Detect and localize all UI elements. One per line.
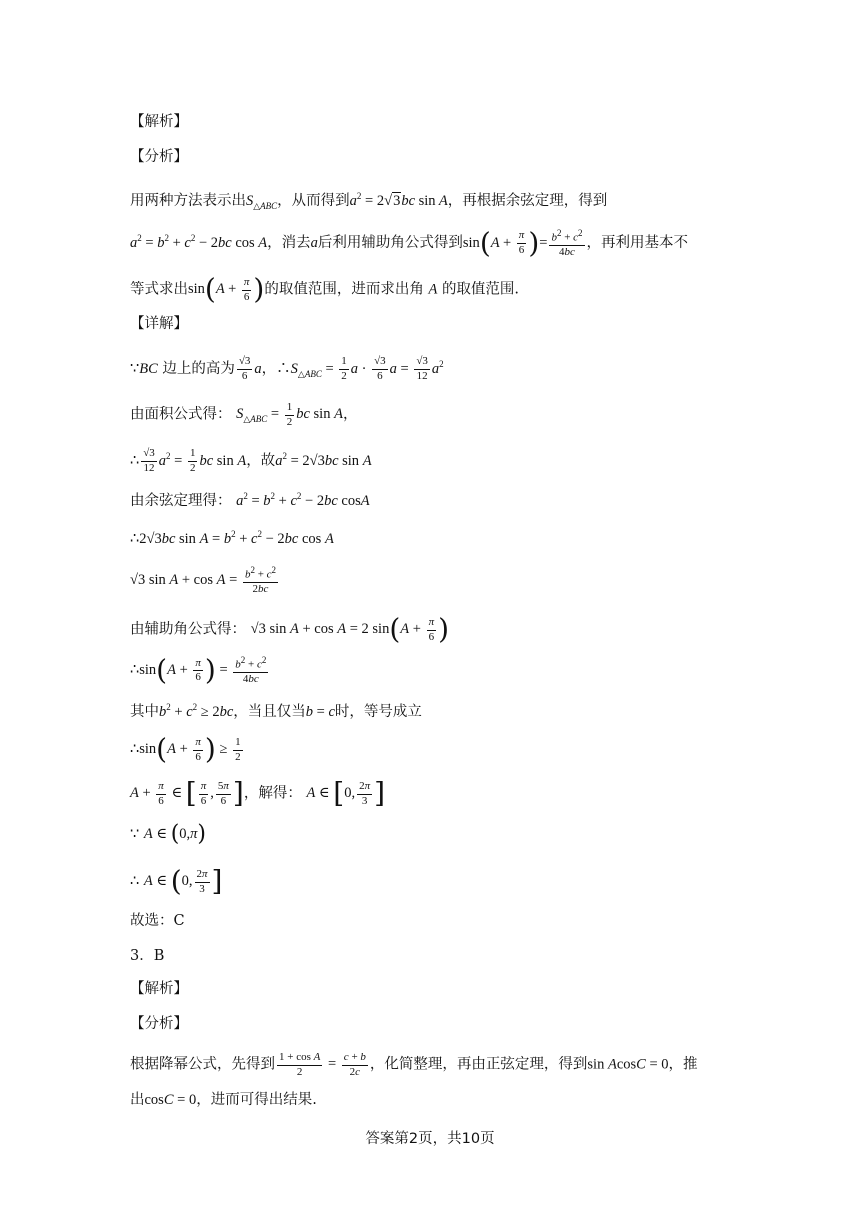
detail-line-8: ∴sin(A + $\frac{\pi}{6}$ ) = $\frac{b^2 + c^2}{4bc}$ [130,653,267,687]
math-cosine-law: $a^2 = b^2 + c^2 - 2bc$ cos A [130,233,268,251]
section-header-xiangjie: 【详解】 [130,316,188,332]
detail-line-12: ∵ A ∈ (0,π) [130,822,207,847]
section-header-jiexi: 【解析】 [130,114,188,130]
question-3-answer: 3．B [130,948,165,964]
analysis-line-3: 等式求出sin(A + $\frac{\pi}{6}$ )的取值范围，进而求出角 A 的取值范围. [130,273,520,306]
section-header-fenxi-2: 【分析】 [130,1016,188,1032]
analysis-line-2: $a^2 = b^2 + c^2 - 2bc$ cos A，消去a后利用辅助角公式得到sin(A + $\frac{\pi}{6}$ )= $\frac{b^2 + c^2}{4bc}$ ，再利用基本不 [130,226,689,260]
detail-line-4: 由余弦定理得： $a^2 = b^2 + c^2 - 2bc$ cosA [130,491,370,509]
detail-line-1: ∵BC 边上的高为 $\frac{√3}{6}$ a，$\therefore S_{\triangle ABC}$ = $\frac{1}{2}$ a · $\frac{√3}{6}$ a = $\frac{√3}{12}$ $a^2$ [130,355,444,382]
detail-line-10: ∴sin(A + $\frac{\pi}{6}$ ) ≥ $\frac{1}{2}$ [130,733,241,766]
page-footer: 答案第2页，共10页 [365,1131,495,1147]
detail-line-7: 由辅助角公式得： √3 sin A + cos A = 2 sin(A + $\frac{\pi}{6}$ ) [130,613,450,646]
detail-line-2: 由面积公式得： $S_{\triangle ABC}$ = $\frac{1}{2}$ bc sin A， [130,401,358,428]
detail-line-9: 其中$b^2 + c^2 \ge 2bc$，当且仅当b = c时，等号成立 [130,702,422,720]
math-sin-expression: sin(A + $\frac{\pi}{6}$ )= $\frac{b^2 + c^2}{4bc}$ [462,226,583,260]
section-header-fenxi: 【分析】 [130,149,188,165]
detail-line-5: ∴2√3bc $\sin A = b^2 + c^2 - 2bc$ cos A [130,529,334,547]
detail-line-3: ∴ $\frac{√3}{12}$ $a^2$ = $\frac{1}{2}$ bc sin A，故$a^2 = 2√3bc$ sin A [130,447,372,474]
math-a2-eq: $a^2 = 2√3bc$ sin A [349,191,448,209]
math-s-abc: $S_{\triangle ABC}$ [246,192,278,211]
detail-line-6: √3 sin A + cos A = $\frac{b^2 + c^2}{2bc}$ [130,565,277,596]
analysis-q3-line-2: 出cosC = 0，进而可得出结果. [130,1092,317,1108]
analysis-q3-line-1: 根据降幂公式，先得到 $\frac{\text{1 + cos A}}{2}$ = $\frac{c + b}{2c}$ ，化简整理，再由正弦定理，得到sin AcosC = 0，推 [130,1051,698,1078]
answer-choice: 故选：C [130,913,185,929]
detail-line-13: ∴ A ∈ (0, $\frac{2\pi}{3}$ ] [130,865,223,898]
section-header-jiexi-2: 【解析】 [130,981,188,997]
detail-line-11: A + $\frac{\pi}{6}$ ∈ [ $\frac{\pi}{6}$ , $\frac{5\pi}{6}$ ]，解得： A ∈ [0, $\frac{2\pi}{3}$ ] [130,777,386,810]
analysis-line-1: 用两种方法表示出$S_{\triangle ABC}$，从而得到$a^2 = 2√3bc$ sin A，再根据余弦定理，得到 [130,191,608,211]
